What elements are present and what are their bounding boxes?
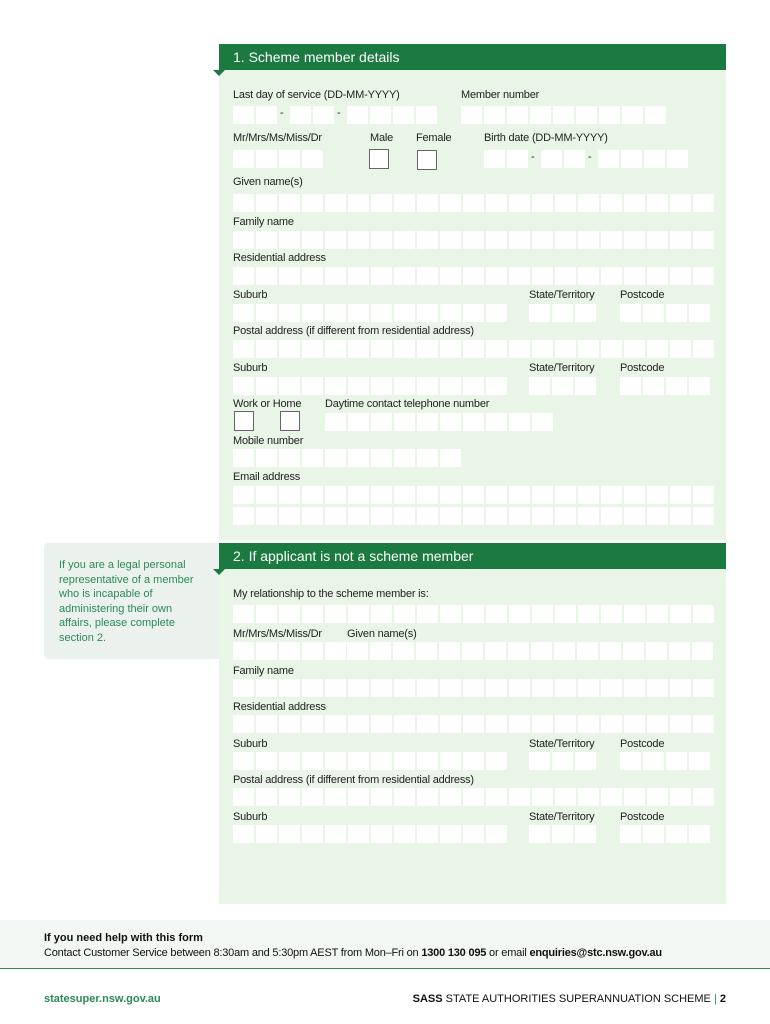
postcode-label: Postcode (620, 289, 665, 301)
state2-input[interactable] (529, 377, 596, 395)
home-checkbox[interactable] (280, 411, 300, 431)
applicant-state-input[interactable] (529, 752, 596, 770)
footer-divider (0, 968, 770, 969)
postal-input[interactable] (233, 340, 714, 358)
postcode2-label: Postcode (620, 362, 665, 374)
postcode2-input[interactable] (620, 377, 710, 395)
family-name-input[interactable] (233, 231, 714, 249)
suburb-label: Suburb (233, 289, 268, 301)
daytime-phone-input[interactable] (325, 413, 553, 431)
section2-header: 2. If applicant is not a scheme member (219, 543, 726, 569)
applicant-residential-input[interactable] (233, 715, 714, 733)
female-checkbox[interactable] (417, 150, 437, 170)
help-heading: If you need help with this form (44, 932, 203, 944)
applicant-suburb-input[interactable] (233, 752, 507, 770)
suburb-input[interactable] (233, 304, 507, 322)
given-names-label: Given name(s) (233, 176, 303, 188)
applicant-family-name-label: Family name (233, 665, 294, 677)
applicant-given-names-input[interactable] (347, 642, 713, 660)
scheme-name: STATE AUTHORITIES SUPERANNUATION SCHEME (442, 993, 711, 1005)
suburb2-input[interactable] (233, 377, 507, 395)
birth-date-input[interactable] (484, 150, 688, 168)
applicant-title-label: Mr/Mrs/Ms/Miss/Dr (233, 628, 322, 640)
last-day-input[interactable] (233, 106, 437, 124)
website-link[interactable]: statesuper.nsw.gov.au (44, 993, 161, 1005)
page-number: 2 (719, 993, 726, 1005)
mobile-input[interactable] (233, 449, 461, 467)
applicant-family-name-input[interactable] (233, 679, 714, 697)
applicant-title-input[interactable] (233, 642, 346, 660)
help-text-mid: or email (486, 947, 530, 959)
relationship-label: My relationship to the scheme member is: (233, 588, 429, 600)
help-email[interactable]: enquiries@stc.nsw.gov.au (529, 947, 662, 959)
section1-header: 1. Scheme member details (219, 44, 726, 70)
email-input-line1[interactable] (233, 486, 714, 504)
help-box (0, 920, 770, 968)
applicant-suburb-label: Suburb (233, 738, 268, 750)
footer-scheme (413, 993, 726, 1005)
suburb2-label: Suburb (233, 362, 268, 374)
residential-label: Residential address (233, 252, 326, 264)
given-names-input[interactable] (233, 194, 714, 212)
daytime-phone-label: Daytime contact telephone number (325, 398, 490, 410)
birth-date-label: Birth date (DD-MM-YYYY) (484, 132, 608, 144)
applicant-postcode-input[interactable] (620, 752, 710, 770)
title-input[interactable] (233, 150, 323, 168)
state2-label: State/Territory (529, 362, 595, 374)
residential-input[interactable] (233, 267, 714, 285)
applicant-postcode-label: Postcode (620, 738, 665, 750)
female-label: Female (416, 132, 452, 144)
applicant-given-names-label: Given name(s) (347, 628, 417, 640)
last-day-label: Last day of service (DD-MM-YYYY) (233, 89, 400, 101)
email-label: Email address (233, 471, 301, 483)
applicant-postcode2-label: Postcode (620, 811, 665, 823)
state-label: State/Territory (529, 289, 595, 301)
help-text-before: Contact Customer Service between 8:30am and 5:30pm AEST from Mon–Fri on (44, 947, 422, 959)
help-text (44, 947, 662, 959)
title-label: Mr/Mrs/Ms/Miss/Dr (233, 132, 322, 144)
relationship-input[interactable] (233, 605, 714, 623)
postal-label: Postal address (if different from residential address) (233, 325, 474, 337)
mobile-label: Mobile number (233, 435, 304, 447)
work-checkbox[interactable] (234, 411, 254, 431)
applicant-state2-label: State/Territory (529, 811, 595, 823)
applicant-residential-label: Residential address (233, 701, 326, 713)
applicant-state-label: State/Territory (529, 738, 595, 750)
state-input[interactable] (529, 304, 596, 322)
footer-separator: | (710, 993, 720, 1005)
applicant-postal-input[interactable] (233, 788, 714, 806)
scheme-abbr: SASS (412, 993, 443, 1005)
member-number-input[interactable] (461, 106, 666, 124)
applicant-postal-label: Postal address (if different from residential address) (233, 774, 474, 786)
help-phone: 1300 130 095 (421, 947, 487, 959)
side-note: If you are a legal personal representative of a member who is incapable of administering their own affairs, please complete section 2. (44, 543, 219, 659)
male-checkbox[interactable] (369, 149, 389, 169)
postcode-input[interactable] (620, 304, 710, 322)
applicant-postcode2-input[interactable] (620, 825, 710, 843)
work-home-label: Work or Home (233, 398, 302, 410)
male-label: Male (370, 132, 394, 144)
family-name-label: Family name (233, 216, 294, 228)
member-number-label: Member number (461, 89, 540, 101)
applicant-state2-input[interactable] (529, 825, 596, 843)
email-input-line2[interactable] (233, 507, 714, 525)
applicant-suburb2-input[interactable] (233, 825, 507, 843)
applicant-suburb2-label: Suburb (233, 811, 268, 823)
